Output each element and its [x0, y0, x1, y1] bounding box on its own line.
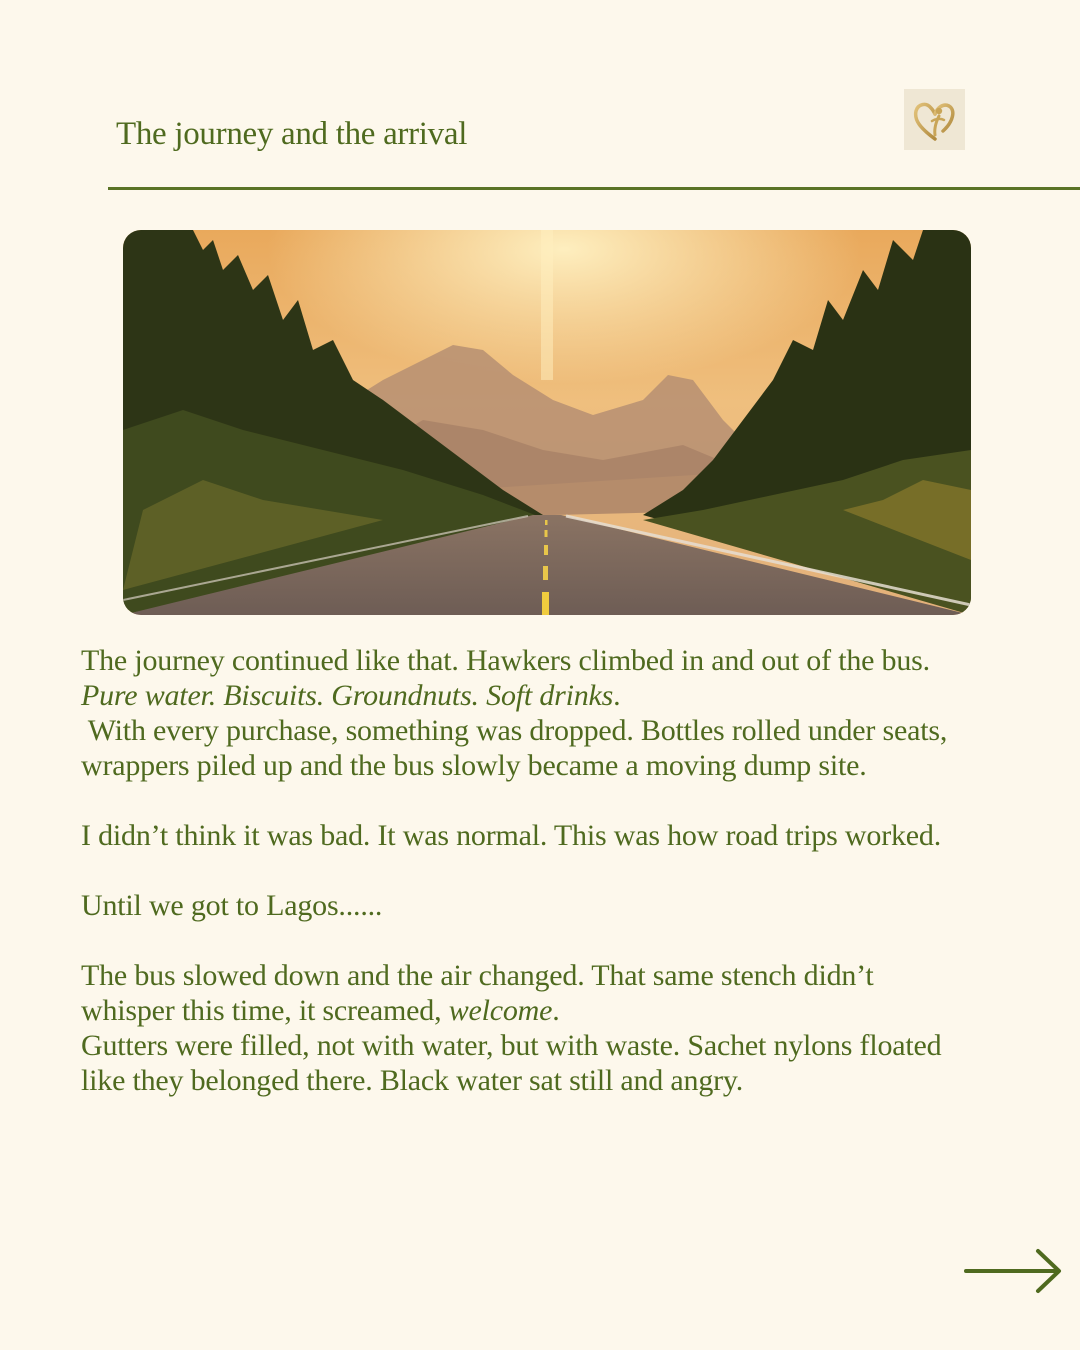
mountain-road-sunset-photo	[123, 230, 971, 615]
italic-word: welcome	[448, 994, 553, 1027]
body-line: Until we got to Lagos......	[81, 889, 383, 922]
body-line: I didn’t think it was bad. It was normal. This was how road trips worked.	[81, 819, 941, 852]
arrow-right-icon[interactable]	[962, 1245, 1066, 1297]
page-title: The journey and the arrival	[116, 116, 468, 152]
header-divider	[108, 187, 1080, 190]
body-line	[81, 993, 1071, 1028]
body-text-span: whisper this time, it screamed,	[81, 994, 449, 1027]
body-line: The journey continued like that. Hawkers climbed in and out of the bus.	[81, 644, 930, 677]
italic-phrase: Pure water. Biscuits. Groundnuts. Soft drinks	[81, 679, 614, 712]
story-body	[81, 643, 1071, 1098]
body-line: The bus slowed down and the air changed. That same stench didn’t	[81, 959, 874, 992]
punctuation: .	[552, 994, 560, 1027]
body-line: like they belonged there. Black water sat still and angry.	[81, 1064, 744, 1097]
body-line	[81, 678, 1071, 713]
body-line: wrappers piled up and the bus slowly became a moving dump site.	[81, 749, 867, 782]
punctuation: .	[613, 679, 621, 712]
heart-figure-logo-icon	[904, 89, 965, 150]
body-line: With every purchase, something was dropped. Bottles rolled under seats,	[81, 714, 948, 747]
body-line: Gutters were filled, not with water, but with waste. Sachet nylons floated	[81, 1029, 942, 1062]
